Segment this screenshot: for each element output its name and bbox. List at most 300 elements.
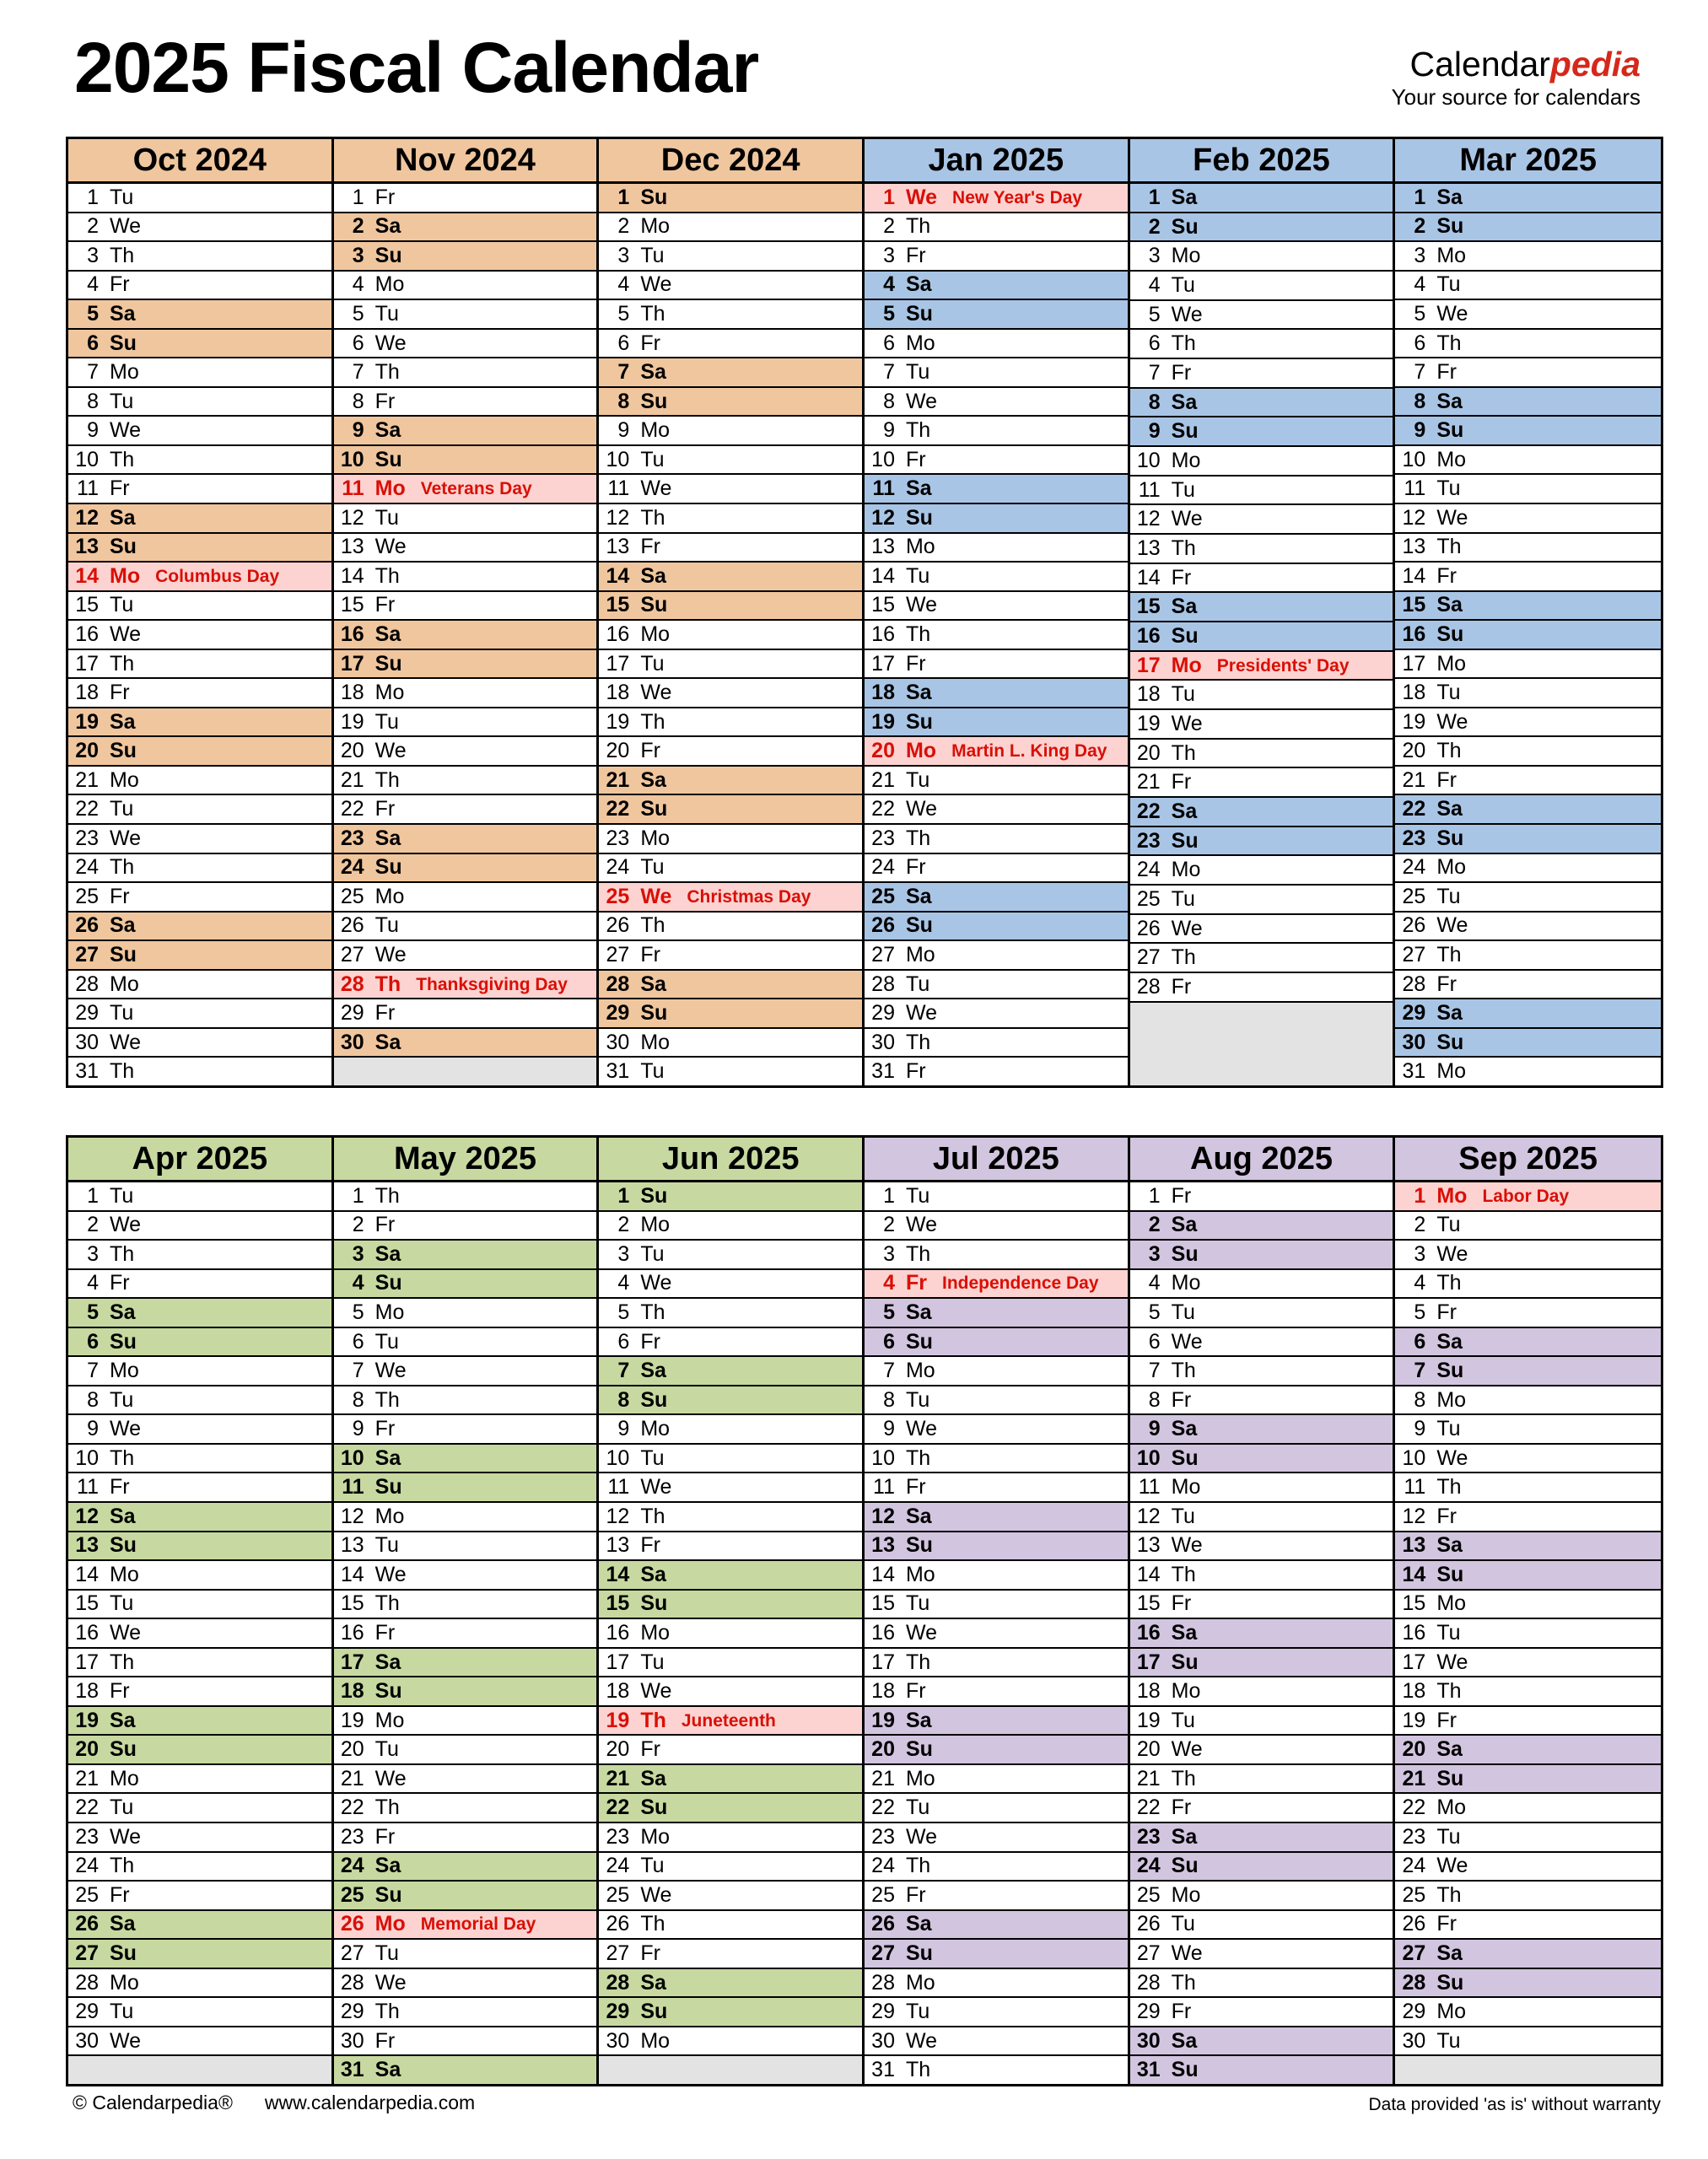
day-number: 6 bbox=[352, 331, 364, 355]
day-cell bbox=[599, 1998, 862, 2027]
holiday-label: Thanksgiving Day bbox=[416, 974, 568, 994]
day-weekday: Th bbox=[110, 447, 135, 471]
day-cell bbox=[334, 1736, 597, 1765]
day-weekday: Tu bbox=[905, 360, 930, 385]
day-weekday: Tu bbox=[1171, 886, 1195, 911]
day-cell bbox=[68, 1182, 331, 1212]
day-number: 12 bbox=[340, 1504, 364, 1528]
day-cell bbox=[68, 1386, 331, 1416]
day-cell bbox=[68, 1649, 331, 1678]
day-number: 8 bbox=[617, 1387, 630, 1412]
day-cell bbox=[68, 795, 331, 825]
day-cell bbox=[334, 1677, 597, 1707]
day-cell bbox=[1130, 681, 1393, 710]
day-weekday: Fr bbox=[110, 884, 130, 908]
day-cell bbox=[68, 621, 331, 650]
day-cell bbox=[334, 650, 597, 680]
day-number: 15 bbox=[871, 1591, 895, 1616]
day-weekday: Th bbox=[374, 1591, 400, 1616]
day-cell bbox=[1395, 417, 1661, 446]
day-cell bbox=[1130, 827, 1393, 857]
day-number: 3 bbox=[1414, 243, 1426, 267]
day-weekday: Tu bbox=[1171, 477, 1195, 502]
day-number: 29 bbox=[1402, 1001, 1426, 1026]
day-weekday: Tu bbox=[110, 1796, 134, 1820]
day-number: 20 bbox=[871, 1737, 895, 1762]
day-number: 23 bbox=[1136, 828, 1161, 853]
day-number: 12 bbox=[340, 505, 364, 530]
day-cell bbox=[68, 2027, 331, 2057]
day-cell bbox=[334, 184, 597, 213]
day-number: 1 bbox=[87, 185, 99, 209]
day-weekday: Su bbox=[1171, 1446, 1199, 1470]
day-weekday: Fr bbox=[1171, 1591, 1192, 1616]
day-cell bbox=[599, 1386, 862, 1416]
day-weekday: Su bbox=[905, 1329, 933, 1354]
day-weekday: Th bbox=[1171, 1562, 1196, 1586]
day-number: 25 bbox=[75, 1882, 99, 1907]
day-number: 3 bbox=[617, 243, 630, 267]
day-weekday: Sa bbox=[110, 1504, 136, 1528]
day-cell bbox=[1130, 1677, 1393, 1707]
day-number: 1 bbox=[883, 1183, 895, 1208]
day-number: 6 bbox=[1414, 1329, 1426, 1354]
day-cell bbox=[68, 1591, 331, 1620]
day-number: 16 bbox=[340, 622, 364, 646]
day-number: 17 bbox=[606, 651, 630, 676]
day-cell bbox=[1395, 1677, 1661, 1707]
day-cell bbox=[68, 592, 331, 622]
day-weekday: Su bbox=[110, 535, 137, 559]
day-cell bbox=[865, 1649, 1128, 1678]
day-cell bbox=[599, 825, 862, 854]
day-number: 18 bbox=[1402, 1679, 1426, 1704]
day-number: 27 bbox=[1136, 945, 1161, 970]
day-weekday: Sa bbox=[640, 1359, 666, 1383]
day-number: 1 bbox=[617, 1183, 630, 1208]
day-weekday: Tu bbox=[1436, 681, 1461, 705]
day-cell bbox=[334, 1619, 597, 1649]
day-cell bbox=[599, 1882, 862, 1911]
day-cell bbox=[334, 2056, 597, 2084]
day-number: 1 bbox=[352, 1183, 364, 1208]
month-header: Sep 2025 bbox=[1395, 1138, 1661, 1182]
day-number: 3 bbox=[87, 1241, 99, 1266]
month-column-dec-2024 bbox=[599, 139, 865, 1085]
day-weekday: Tu bbox=[374, 505, 399, 530]
day-cell bbox=[68, 971, 331, 1000]
day-weekday: Th bbox=[640, 709, 665, 734]
day-cell bbox=[599, 795, 862, 825]
day-number: 14 bbox=[1136, 1562, 1161, 1586]
day-cell bbox=[1130, 330, 1393, 359]
day-weekday: Sa bbox=[1436, 1737, 1463, 1762]
day-weekday: Th bbox=[905, 1650, 931, 1674]
day-number: 19 bbox=[75, 709, 99, 734]
day-weekday: Sa bbox=[640, 1766, 666, 1790]
day-cell bbox=[334, 534, 597, 563]
day-number: 19 bbox=[340, 709, 364, 734]
day-cell bbox=[599, 1591, 862, 1620]
day-weekday: Th bbox=[110, 1059, 135, 1084]
day-weekday: We bbox=[374, 739, 407, 763]
day-cell bbox=[1130, 593, 1393, 622]
day-weekday: Su bbox=[1436, 1030, 1464, 1054]
day-number: 30 bbox=[75, 2028, 99, 2053]
day-cell bbox=[334, 1270, 597, 1300]
day-number: 24 bbox=[606, 855, 630, 880]
day-weekday: Th bbox=[374, 972, 401, 996]
day-weekday: Th bbox=[110, 1650, 135, 1674]
day-weekday: Su bbox=[640, 1796, 668, 1820]
day-weekday: We bbox=[374, 1766, 407, 1790]
day-number: 8 bbox=[352, 1387, 364, 1412]
day-cell bbox=[68, 446, 331, 476]
page-title: 2025 Fiscal Calendar bbox=[74, 28, 759, 107]
day-number: 20 bbox=[75, 739, 99, 763]
day-number: 5 bbox=[883, 301, 895, 326]
day-number: 10 bbox=[1136, 1446, 1161, 1470]
day-cell bbox=[865, 2027, 1128, 2057]
day-number: 4 bbox=[617, 1271, 630, 1295]
day-cell bbox=[68, 504, 331, 534]
day-number: 29 bbox=[1402, 2000, 1426, 2024]
day-number: 26 bbox=[1136, 916, 1161, 940]
day-cell bbox=[1130, 1853, 1393, 1882]
day-cell bbox=[1130, 1882, 1393, 1911]
day-number: 22 bbox=[606, 797, 630, 821]
day-weekday: Sa bbox=[374, 826, 401, 850]
day-cell bbox=[865, 1940, 1128, 1969]
day-weekday: Fr bbox=[374, 2028, 396, 2053]
day-cell bbox=[865, 795, 1128, 825]
day-weekday: Su bbox=[1436, 214, 1464, 239]
day-cell bbox=[1395, 1357, 1661, 1386]
day-number: 26 bbox=[606, 1912, 630, 1936]
day-cell bbox=[599, 592, 862, 622]
day-weekday: Su bbox=[374, 447, 402, 471]
day-number: 13 bbox=[340, 535, 364, 559]
day-weekday: Su bbox=[374, 855, 402, 880]
day-weekday: Su bbox=[110, 1533, 137, 1558]
day-weekday: Mo bbox=[1436, 1183, 1468, 1208]
day-cell bbox=[599, 475, 862, 504]
day-number: 24 bbox=[1402, 855, 1426, 880]
day-cell-holiday bbox=[334, 475, 597, 504]
day-weekday: Sa bbox=[110, 505, 136, 530]
day-number: 8 bbox=[87, 389, 99, 413]
day-cell bbox=[599, 446, 862, 476]
day-weekday: Th bbox=[374, 1387, 400, 1412]
day-cell bbox=[68, 1707, 331, 1736]
day-number: 22 bbox=[340, 797, 364, 821]
day-weekday: Sa bbox=[1436, 1001, 1463, 1026]
day-cell bbox=[1130, 1649, 1393, 1678]
day-weekday: Fr bbox=[1436, 1708, 1457, 1732]
day-weekday: Tu bbox=[905, 1183, 930, 1208]
day-weekday: Sa bbox=[905, 476, 932, 501]
day-number: 19 bbox=[606, 709, 630, 734]
day-weekday: Su bbox=[640, 389, 668, 413]
day-cell-holiday bbox=[334, 1911, 597, 1941]
day-number: 14 bbox=[871, 563, 895, 588]
day-number: 9 bbox=[1148, 419, 1161, 444]
day-weekday: Th bbox=[1436, 739, 1462, 763]
day-number: 7 bbox=[352, 1359, 364, 1383]
month-header: Jul 2025 bbox=[865, 1138, 1128, 1182]
day-cell bbox=[865, 1212, 1128, 1241]
day-weekday: Th bbox=[640, 1504, 665, 1528]
day-cell bbox=[1395, 534, 1661, 563]
day-number: 11 bbox=[1138, 1475, 1161, 1499]
day-weekday: Su bbox=[374, 1271, 402, 1295]
day-number: 25 bbox=[871, 1882, 895, 1907]
day-cell bbox=[599, 563, 862, 592]
day-number: 22 bbox=[871, 1796, 895, 1820]
day-cell bbox=[334, 1503, 597, 1532]
day-number: 26 bbox=[871, 1912, 895, 1936]
day-cell bbox=[334, 825, 597, 854]
day-number: 24 bbox=[871, 1854, 895, 1878]
day-weekday: Mo bbox=[1171, 858, 1201, 882]
day-cell bbox=[1130, 272, 1393, 301]
holiday-label: Labor Day bbox=[1482, 1186, 1570, 1206]
day-weekday: Tu bbox=[640, 1650, 665, 1674]
day-weekday: Th bbox=[1171, 1766, 1196, 1790]
day-number: 28 bbox=[1136, 974, 1161, 999]
day-cell bbox=[1395, 1270, 1661, 1300]
day-cell bbox=[599, 1241, 862, 1270]
day-cell bbox=[599, 1415, 862, 1445]
day-number: 21 bbox=[75, 767, 99, 792]
day-cell bbox=[1395, 1445, 1661, 1474]
day-weekday: Mo bbox=[640, 1417, 671, 1441]
day-number: 12 bbox=[871, 1504, 895, 1528]
day-number: 25 bbox=[1136, 1882, 1161, 1907]
day-cell bbox=[1395, 737, 1661, 767]
day-number: 19 bbox=[1402, 709, 1426, 734]
day-cell bbox=[68, 1940, 331, 1969]
day-number: 1 bbox=[87, 1183, 99, 1208]
day-number: 21 bbox=[871, 1766, 895, 1790]
day-weekday: Mo bbox=[374, 1708, 405, 1732]
day-cell bbox=[599, 1270, 862, 1300]
day-number: 1 bbox=[883, 185, 895, 209]
day-number: 25 bbox=[1136, 886, 1161, 911]
day-cell bbox=[865, 1823, 1128, 1853]
day-cell bbox=[599, 1299, 862, 1328]
day-weekday: Sa bbox=[374, 2058, 401, 2082]
day-weekday: Fr bbox=[905, 1271, 927, 1295]
day-weekday: Mo bbox=[374, 1300, 405, 1324]
day-weekday: Th bbox=[1436, 535, 1462, 559]
day-weekday: We bbox=[1171, 302, 1203, 326]
day-number: 20 bbox=[1402, 1737, 1426, 1762]
day-cell bbox=[68, 999, 331, 1029]
day-number: 31 bbox=[75, 1059, 99, 1084]
day-cell bbox=[334, 563, 597, 592]
day-cell bbox=[865, 358, 1128, 388]
day-cell bbox=[334, 1823, 597, 1853]
day-cell bbox=[334, 621, 597, 650]
day-number: 10 bbox=[1402, 1446, 1426, 1470]
day-number: 6 bbox=[883, 331, 895, 355]
day-weekday: Tu bbox=[905, 1591, 930, 1616]
day-weekday: Sa bbox=[1436, 185, 1463, 209]
day-number: 28 bbox=[606, 972, 630, 996]
day-number: 31 bbox=[871, 1059, 895, 1084]
day-weekday: Tu bbox=[110, 2000, 134, 2024]
logo-tagline: Your source for calendars bbox=[1391, 84, 1641, 110]
day-cell bbox=[599, 330, 862, 359]
day-cell bbox=[1130, 301, 1393, 331]
day-number: 19 bbox=[1402, 1708, 1426, 1732]
day-weekday: Sa bbox=[374, 418, 401, 443]
day-cell bbox=[865, 417, 1128, 446]
day-number: 24 bbox=[871, 855, 895, 880]
day-number: 18 bbox=[1402, 681, 1426, 705]
day-number: 27 bbox=[871, 1941, 895, 1965]
day-cell bbox=[1130, 1707, 1393, 1736]
day-weekday: Mo bbox=[1436, 1591, 1467, 1616]
day-number: 27 bbox=[1136, 1941, 1161, 1965]
day-cell bbox=[1395, 1998, 1661, 2027]
day-number: 8 bbox=[883, 389, 895, 413]
day-weekday: We bbox=[1171, 1329, 1203, 1354]
day-number: 29 bbox=[871, 2000, 895, 2024]
day-number: 6 bbox=[87, 331, 99, 355]
day-weekday: Su bbox=[110, 331, 137, 355]
day-cell bbox=[599, 1911, 862, 1941]
day-weekday: Tu bbox=[374, 1329, 399, 1354]
day-weekday: Su bbox=[640, 797, 668, 821]
day-weekday: Fr bbox=[1436, 360, 1457, 385]
day-number: 6 bbox=[1148, 331, 1161, 356]
day-weekday: Fr bbox=[110, 681, 130, 705]
day-weekday: Su bbox=[374, 1475, 402, 1499]
day-number: 2 bbox=[352, 214, 364, 239]
day-weekday: Fr bbox=[1436, 1300, 1457, 1324]
day-number: 30 bbox=[75, 1030, 99, 1054]
day-cell bbox=[599, 737, 862, 767]
day-cell bbox=[599, 417, 862, 446]
day-number: 30 bbox=[1402, 2028, 1426, 2053]
day-weekday: We bbox=[640, 681, 672, 705]
holiday-label: Independence Day bbox=[941, 1273, 1099, 1294]
day-weekday: Mo bbox=[640, 1030, 671, 1054]
day-cell bbox=[1130, 389, 1393, 418]
day-cell bbox=[334, 330, 597, 359]
day-number: 24 bbox=[75, 855, 99, 880]
day-cell bbox=[68, 1823, 331, 1853]
day-weekday: Mo bbox=[640, 214, 671, 239]
day-weekday: Sa bbox=[1436, 593, 1463, 617]
day-cell bbox=[599, 184, 862, 213]
day-weekday: Mo bbox=[640, 622, 671, 646]
day-number: 18 bbox=[1136, 682, 1161, 707]
day-cell bbox=[68, 650, 331, 680]
month-column-jan-2025 bbox=[865, 139, 1130, 1085]
day-weekday: Th bbox=[640, 1708, 666, 1732]
day-weekday: We bbox=[374, 1970, 407, 1995]
day-cell bbox=[599, 272, 862, 301]
day-number: 28 bbox=[606, 1970, 630, 1995]
day-weekday: Sa bbox=[640, 1562, 666, 1586]
day-cell bbox=[68, 913, 331, 942]
day-weekday: Sa bbox=[110, 301, 136, 326]
day-cell bbox=[599, 1357, 862, 1386]
logo-brand-red: pedia bbox=[1549, 45, 1641, 83]
day-cell bbox=[1130, 1241, 1393, 1270]
day-weekday: Tu bbox=[640, 855, 665, 880]
day-weekday: Tu bbox=[110, 185, 134, 209]
day-cell bbox=[865, 1736, 1128, 1765]
day-cell-holiday bbox=[865, 184, 1128, 213]
day-cell bbox=[68, 475, 331, 504]
day-weekday: Sa bbox=[374, 1241, 401, 1266]
day-number: 14 bbox=[340, 563, 364, 588]
day-cell bbox=[865, 679, 1128, 708]
day-cell bbox=[599, 1794, 862, 1823]
day-weekday: Fr bbox=[1171, 974, 1192, 999]
day-number: 11 bbox=[342, 476, 364, 501]
day-weekday: Sa bbox=[1171, 1824, 1198, 1849]
holiday-label: Veterans Day bbox=[420, 479, 532, 499]
day-number: 10 bbox=[871, 1446, 895, 1470]
day-cell bbox=[334, 1415, 597, 1445]
day-weekday: Su bbox=[1436, 1562, 1464, 1586]
day-cell bbox=[865, 242, 1128, 272]
day-cell bbox=[599, 1058, 862, 1085]
day-number: 7 bbox=[1414, 1359, 1426, 1383]
day-cell bbox=[865, 1503, 1128, 1532]
day-weekday: We bbox=[374, 331, 407, 355]
day-cell bbox=[1395, 446, 1661, 476]
day-number: 10 bbox=[1136, 448, 1161, 472]
calendar-second-half bbox=[66, 1135, 1663, 2086]
day-cell bbox=[599, 1328, 862, 1358]
day-weekday: Th bbox=[640, 1300, 665, 1324]
day-cell bbox=[334, 1794, 597, 1823]
day-cell bbox=[1395, 1561, 1661, 1591]
day-cell bbox=[334, 1241, 597, 1270]
day-number: 20 bbox=[606, 739, 630, 763]
day-weekday: Fr bbox=[640, 535, 660, 559]
day-number: 17 bbox=[75, 651, 99, 676]
day-cell bbox=[865, 1677, 1128, 1707]
day-cell bbox=[599, 358, 862, 388]
day-number: 14 bbox=[871, 1562, 895, 1586]
day-cell bbox=[1395, 475, 1661, 504]
day-number: 7 bbox=[1414, 360, 1426, 385]
day-cell bbox=[1130, 973, 1393, 1003]
day-weekday: Th bbox=[1436, 1679, 1462, 1704]
day-number: 9 bbox=[352, 418, 364, 443]
day-weekday: Tu bbox=[1171, 1504, 1195, 1528]
day-cell bbox=[1395, 679, 1661, 708]
day-number: 14 bbox=[1402, 563, 1426, 588]
day-weekday: Sa bbox=[110, 1708, 136, 1732]
day-weekday: Sa bbox=[640, 360, 666, 385]
day-weekday: Fr bbox=[1171, 2000, 1192, 2024]
day-number: 1 bbox=[1414, 185, 1426, 209]
day-number: 19 bbox=[75, 1708, 99, 1732]
day-weekday: Sa bbox=[1171, 390, 1198, 414]
day-cell bbox=[1395, 1058, 1661, 1085]
day-number: 29 bbox=[606, 1001, 630, 1026]
day-number: 23 bbox=[75, 1824, 99, 1849]
day-weekday: We bbox=[1436, 1446, 1468, 1470]
